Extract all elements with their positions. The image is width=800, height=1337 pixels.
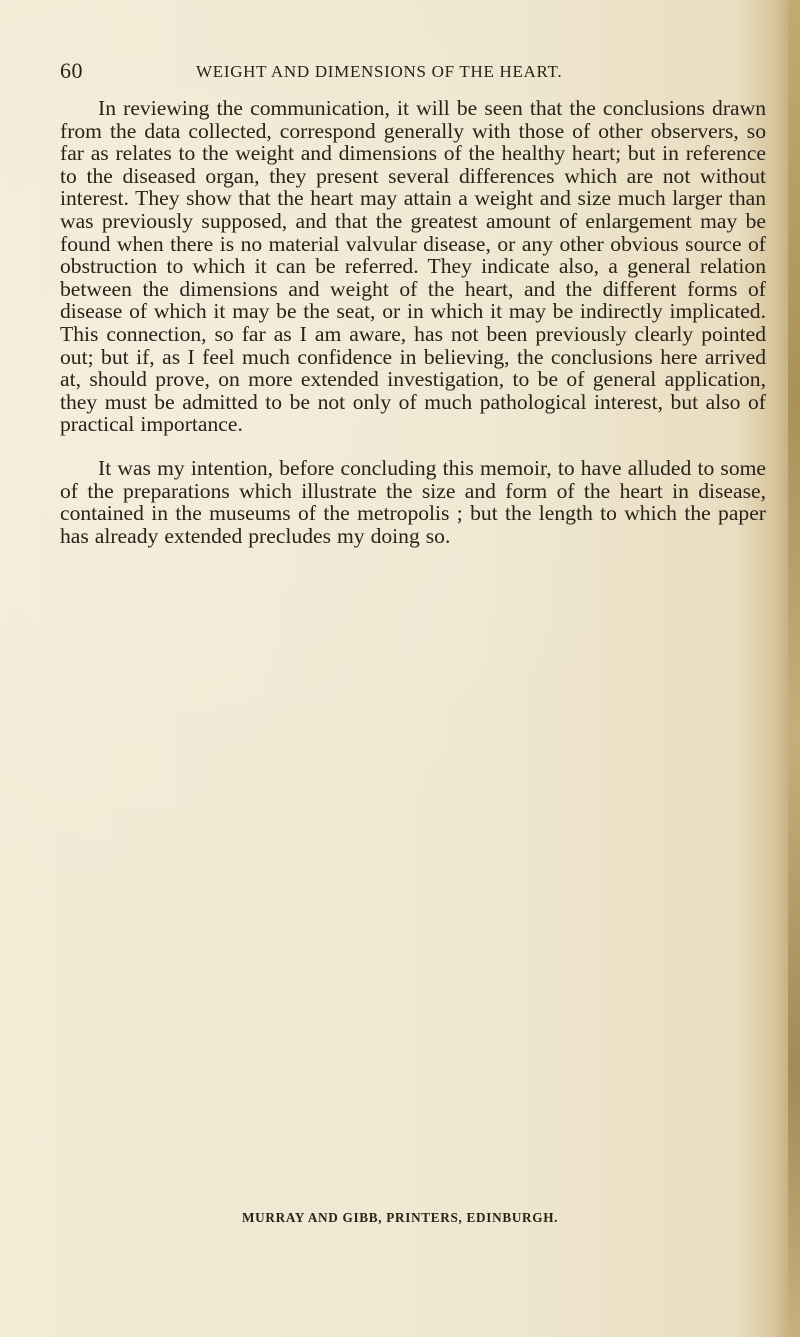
page-header [60, 58, 760, 88]
page-number: 60 [60, 58, 83, 83]
paragraph-2: It was my intention, before concluding this memoir, to have alluded to some of the preparations which illustrate the size and form of the heart in disease, contained in the museums of the metropolis ; but the length to which the paper has already extended precludes my doing so. [60, 455, 766, 548]
paragraph-1: In reviewing the communication, it will be seen that the conclusions drawn from the data collected, correspond generally with those of other observers, so far as relates to the weight and dimensions of the healthy heart; but in reference to the diseased organ, they present several differences which are not without interest. They show that the heart may attain a weight and size much larger than was previously supposed, and that the greatest amount of enlargement may be found when there is no material valvular disease, or any other obvious source of obstruction to which it can be referred. They indicate also, a general relation between the dimensions and weight of the heart, and the different forms of disease of which it may be the seat, or in which it may be indirectly implicated. This connection, so far as I am aware, has not been previously clearly pointed out; but if, as I feel much confidence in believing, the conclusions here arrived at, should prove, on more extended investigation, to be of general application, they must be admitted to be not only of much pathological interest, but also of practical importance. [60, 96, 766, 437]
printer-imprint: MURRAY AND GIBB, PRINTERS, EDINBURGH. [242, 1210, 559, 1225]
page-edge [788, 0, 800, 1337]
body-text [60, 97, 766, 547]
running-title: WEIGHT AND DIMENSIONS OF THE HEART. [196, 62, 563, 81]
